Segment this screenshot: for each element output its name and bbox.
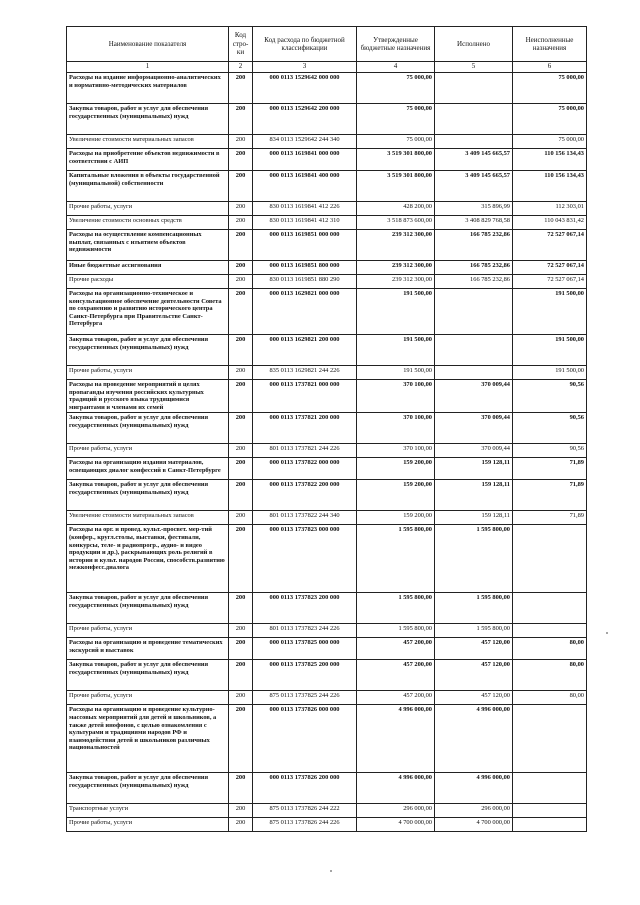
cell-kbk: 000 0113 1737822 200 000 bbox=[253, 480, 357, 511]
cell-name: Увеличение стоимости основных средств bbox=[67, 216, 229, 230]
cell-approved: 75 000,00 bbox=[357, 73, 435, 104]
cell-executed bbox=[435, 73, 513, 104]
table-row bbox=[67, 624, 587, 638]
table-row bbox=[67, 202, 587, 216]
cell-name: Закупка товаров, работ и услуг для обеспечения государственных (муниципальных) нужд bbox=[67, 413, 229, 444]
header-executed: Исполнено bbox=[435, 27, 513, 62]
cell-executed: 3 408 829 768,58 bbox=[435, 216, 513, 230]
table-row bbox=[67, 458, 587, 480]
cell-approved: 239 312 300,00 bbox=[357, 230, 435, 261]
cell-code: 200 bbox=[229, 149, 253, 171]
cell-code: 200 bbox=[229, 444, 253, 458]
cell-executed: 296 000,00 bbox=[435, 804, 513, 818]
cell-code: 200 bbox=[229, 773, 253, 804]
cell-unexecuted bbox=[513, 818, 587, 832]
cell-name: Увеличение стоимости материальных запасов bbox=[67, 511, 229, 525]
column-number: 2 bbox=[229, 62, 253, 73]
cell-name: Расходы на орг. и провед. культ.-просвет. мер-тий (конфер., кругл.столы, выставки, фестивали, конкурсы, теле- и радиопрогр., аудио- и видео продукции и др.), раскрывающих роль религий в истории и культ. народов России, способств.развитию межконфесс.диалога bbox=[67, 525, 229, 593]
cell-approved: 191 500,00 bbox=[357, 335, 435, 366]
cell-code: 200 bbox=[229, 73, 253, 104]
cell-approved: 239 312 300,00 bbox=[357, 261, 435, 275]
cell-executed: 370 009,44 bbox=[435, 444, 513, 458]
cell-unexecuted: 75 000,00 bbox=[513, 104, 587, 135]
cell-unexecuted: 90,56 bbox=[513, 444, 587, 458]
table-row bbox=[67, 73, 587, 104]
cell-executed: 1 595 800,00 bbox=[435, 624, 513, 638]
cell-executed: 3 409 145 665,57 bbox=[435, 171, 513, 202]
cell-executed: 457 120,00 bbox=[435, 691, 513, 705]
cell-name: Прочие работы, услуги bbox=[67, 366, 229, 380]
table-row bbox=[67, 275, 587, 289]
cell-kbk: 000 0113 1737825 200 000 bbox=[253, 660, 357, 691]
table-row bbox=[67, 230, 587, 261]
cell-unexecuted bbox=[513, 593, 587, 624]
table-row bbox=[67, 149, 587, 171]
cell-kbk: 000 0113 1619851 800 000 bbox=[253, 261, 357, 275]
cell-executed: 159 128,11 bbox=[435, 511, 513, 525]
cell-executed: 159 128,11 bbox=[435, 458, 513, 480]
cell-kbk: 830 0113 1619841 412 310 bbox=[253, 216, 357, 230]
cell-code: 200 bbox=[229, 261, 253, 275]
scan-speck bbox=[330, 870, 332, 872]
cell-unexecuted bbox=[513, 705, 587, 773]
cell-executed: 4 996 000,00 bbox=[435, 705, 513, 773]
cell-code: 200 bbox=[229, 818, 253, 832]
cell-approved: 457 200,00 bbox=[357, 638, 435, 660]
table-row bbox=[67, 773, 587, 804]
cell-approved: 370 100,00 bbox=[357, 380, 435, 413]
cell-executed: 315 896,99 bbox=[435, 202, 513, 216]
table-row bbox=[67, 171, 587, 202]
cell-approved: 428 200,00 bbox=[357, 202, 435, 216]
cell-name: Расходы на организацию и проведение культурно-массовых мероприятий для детей и школьников, а также детей инофонов, с целью ознакомления с культурами и традициями народов РФ и взаимодействия детей и школьников различных национальностей bbox=[67, 705, 229, 773]
cell-approved: 370 100,00 bbox=[357, 413, 435, 444]
cell-code: 200 bbox=[229, 525, 253, 593]
cell-code: 200 bbox=[229, 638, 253, 660]
cell-executed bbox=[435, 289, 513, 335]
cell-code: 200 bbox=[229, 511, 253, 525]
column-number-row bbox=[67, 62, 587, 73]
cell-approved: 191 500,00 bbox=[357, 289, 435, 335]
cell-name: Прочие работы, услуги bbox=[67, 624, 229, 638]
cell-executed: 370 009,44 bbox=[435, 413, 513, 444]
cell-executed bbox=[435, 335, 513, 366]
cell-unexecuted: 80,00 bbox=[513, 638, 587, 660]
cell-kbk: 834 0113 1529642 244 340 bbox=[253, 135, 357, 149]
cell-name: Закупка товаров, работ и услуг для обеспечения государственных (муниципальных) нужд bbox=[67, 593, 229, 624]
cell-unexecuted bbox=[513, 804, 587, 818]
table-row bbox=[67, 593, 587, 624]
cell-executed: 166 785 232,86 bbox=[435, 230, 513, 261]
document-page bbox=[66, 26, 586, 832]
cell-approved: 159 200,00 bbox=[357, 480, 435, 511]
cell-name: Увеличение стоимости материальных запасов bbox=[67, 135, 229, 149]
cell-name: Расходы на издание информационно-аналитических и нормативно-методических материалов bbox=[67, 73, 229, 104]
table-row bbox=[67, 135, 587, 149]
header-approved: Утвержденные бюджетные назначения bbox=[357, 27, 435, 62]
cell-name: Расходы на организацию издания материалов, освещающих диалог конфессий в Санкт-Петербурге bbox=[67, 458, 229, 480]
table-row bbox=[67, 413, 587, 444]
cell-executed: 4 700 000,00 bbox=[435, 818, 513, 832]
column-number: 6 bbox=[513, 62, 587, 73]
cell-unexecuted: 90,56 bbox=[513, 413, 587, 444]
cell-code: 200 bbox=[229, 171, 253, 202]
cell-kbk: 000 0113 1737822 000 000 bbox=[253, 458, 357, 480]
cell-unexecuted: 90,56 bbox=[513, 380, 587, 413]
cell-unexecuted bbox=[513, 773, 587, 804]
cell-kbk: 801 0113 1737821 244 226 bbox=[253, 444, 357, 458]
cell-name: Прочие работы, услуги bbox=[67, 691, 229, 705]
cell-kbk: 000 0113 1737826 000 000 bbox=[253, 705, 357, 773]
cell-code: 200 bbox=[229, 104, 253, 135]
cell-code: 200 bbox=[229, 480, 253, 511]
table-row bbox=[67, 511, 587, 525]
table-row bbox=[67, 818, 587, 832]
cell-kbk: 875 0113 1737825 244 226 bbox=[253, 691, 357, 705]
cell-kbk: 000 0113 1737821 000 000 bbox=[253, 380, 357, 413]
cell-approved: 457 200,00 bbox=[357, 660, 435, 691]
cell-name: Прочие работы, услуги bbox=[67, 444, 229, 458]
cell-executed: 4 996 000,00 bbox=[435, 773, 513, 804]
budget-execution-table bbox=[66, 26, 587, 832]
cell-kbk: 875 0113 1737826 244 226 bbox=[253, 818, 357, 832]
table-row bbox=[67, 366, 587, 380]
cell-name: Прочие работы, услуги bbox=[67, 202, 229, 216]
cell-executed bbox=[435, 104, 513, 135]
table-row bbox=[67, 444, 587, 458]
scan-speck bbox=[606, 632, 608, 634]
header-classification: Код расхода по бюджетной классификации bbox=[253, 27, 357, 62]
cell-kbk: 000 0113 1737825 000 000 bbox=[253, 638, 357, 660]
cell-unexecuted: 75 000,00 bbox=[513, 73, 587, 104]
table-row bbox=[67, 638, 587, 660]
cell-code: 200 bbox=[229, 289, 253, 335]
cell-unexecuted: 72 527 067,14 bbox=[513, 230, 587, 261]
cell-approved: 1 595 800,00 bbox=[357, 593, 435, 624]
cell-code: 200 bbox=[229, 660, 253, 691]
cell-code: 200 bbox=[229, 230, 253, 261]
table-row bbox=[67, 289, 587, 335]
column-number: 4 bbox=[357, 62, 435, 73]
table-row bbox=[67, 804, 587, 818]
table-row bbox=[67, 705, 587, 773]
cell-kbk: 000 0113 1629821 000 000 bbox=[253, 289, 357, 335]
cell-kbk: 000 0113 1737823 200 000 bbox=[253, 593, 357, 624]
cell-unexecuted: 80,00 bbox=[513, 660, 587, 691]
cell-approved: 159 200,00 bbox=[357, 458, 435, 480]
cell-kbk: 000 0113 1737823 000 000 bbox=[253, 525, 357, 593]
cell-unexecuted: 71,89 bbox=[513, 511, 587, 525]
cell-kbk: 830 0113 1619851 880 290 bbox=[253, 275, 357, 289]
header-unexecuted: Неисполненные назначения bbox=[513, 27, 587, 62]
cell-executed: 1 595 800,00 bbox=[435, 593, 513, 624]
cell-unexecuted: 191 500,00 bbox=[513, 335, 587, 366]
table-row bbox=[67, 691, 587, 705]
cell-code: 200 bbox=[229, 202, 253, 216]
cell-approved: 4 996 000,00 bbox=[357, 773, 435, 804]
cell-approved: 3 519 301 800,00 bbox=[357, 171, 435, 202]
cell-name: Иные бюджетные ассигнования bbox=[67, 261, 229, 275]
cell-approved: 1 595 800,00 bbox=[357, 525, 435, 593]
cell-unexecuted: 110 156 134,43 bbox=[513, 171, 587, 202]
cell-kbk: 000 0113 1629821 200 000 bbox=[253, 335, 357, 366]
cell-executed bbox=[435, 366, 513, 380]
cell-kbk: 000 0113 1619841 000 000 bbox=[253, 149, 357, 171]
cell-kbk: 000 0113 1737826 200 000 bbox=[253, 773, 357, 804]
cell-name: Прочие работы, услуги bbox=[67, 818, 229, 832]
cell-unexecuted: 71,89 bbox=[513, 458, 587, 480]
cell-executed bbox=[435, 135, 513, 149]
header-row bbox=[67, 27, 587, 62]
cell-unexecuted: 110 043 831,42 bbox=[513, 216, 587, 230]
cell-unexecuted: 191 500,00 bbox=[513, 289, 587, 335]
column-number: 1 bbox=[67, 62, 229, 73]
cell-approved: 370 100,00 bbox=[357, 444, 435, 458]
cell-name: Закупка товаров, работ и услуг для обеспечения государственных (муниципальных) нужд bbox=[67, 335, 229, 366]
table-row bbox=[67, 480, 587, 511]
cell-code: 200 bbox=[229, 413, 253, 444]
cell-name: Расходы на организацию и проведение тематических экскурсий и выставок bbox=[67, 638, 229, 660]
cell-executed: 166 785 232,86 bbox=[435, 275, 513, 289]
cell-name: Расходы на приобретение объектов недвижимости в соответствии с АИП bbox=[67, 149, 229, 171]
cell-code: 200 bbox=[229, 135, 253, 149]
table-row bbox=[67, 525, 587, 593]
cell-name: Закупка товаров, работ и услуг для обеспечения государственных (муниципальных) нужд bbox=[67, 660, 229, 691]
cell-approved: 3 519 301 800,00 bbox=[357, 149, 435, 171]
cell-approved: 4 700 000,00 bbox=[357, 818, 435, 832]
cell-kbk: 000 0113 1619841 400 000 bbox=[253, 171, 357, 202]
cell-kbk: 801 0113 1737823 244 226 bbox=[253, 624, 357, 638]
cell-name: Расходы на осуществление компенсационных выплат, связанных с изъятием объектов недвижимости bbox=[67, 230, 229, 261]
cell-kbk: 830 0113 1619841 412 226 bbox=[253, 202, 357, 216]
cell-name: Расходы на проведение мероприятий в целях пропаганды изучения российских культурных традиций и русского языка трудящимися мигрантами и членами их семей bbox=[67, 380, 229, 413]
cell-unexecuted: 75 000,00 bbox=[513, 135, 587, 149]
cell-code: 200 bbox=[229, 458, 253, 480]
cell-code: 200 bbox=[229, 366, 253, 380]
cell-name: Прочие расходы bbox=[67, 275, 229, 289]
column-number: 5 bbox=[435, 62, 513, 73]
cell-unexecuted: 112 303,01 bbox=[513, 202, 587, 216]
cell-approved: 239 312 300,00 bbox=[357, 275, 435, 289]
cell-executed: 457 120,00 bbox=[435, 660, 513, 691]
cell-code: 200 bbox=[229, 804, 253, 818]
cell-unexecuted: 80,00 bbox=[513, 691, 587, 705]
cell-unexecuted: 110 156 134,43 bbox=[513, 149, 587, 171]
cell-unexecuted: 71,89 bbox=[513, 480, 587, 511]
cell-approved: 1 595 800,00 bbox=[357, 624, 435, 638]
cell-kbk: 000 0113 1619851 000 000 bbox=[253, 230, 357, 261]
cell-unexecuted bbox=[513, 624, 587, 638]
header-code: Код стро-ки bbox=[229, 27, 253, 62]
cell-unexecuted: 191 500,00 bbox=[513, 366, 587, 380]
cell-executed: 370 009,44 bbox=[435, 380, 513, 413]
cell-name: Закупка товаров, работ и услуг для обеспечения государственных (муниципальных) нужд bbox=[67, 104, 229, 135]
cell-kbk: 000 0113 1529642 200 000 bbox=[253, 104, 357, 135]
table-row bbox=[67, 261, 587, 275]
cell-name: Капитальные вложения в объекты государственной (муниципальной) собственности bbox=[67, 171, 229, 202]
cell-executed: 1 595 800,00 bbox=[435, 525, 513, 593]
header-name: Наименование показателя bbox=[67, 27, 229, 62]
cell-kbk: 801 0113 1737822 244 340 bbox=[253, 511, 357, 525]
cell-code: 200 bbox=[229, 335, 253, 366]
table-row bbox=[67, 380, 587, 413]
cell-code: 200 bbox=[229, 705, 253, 773]
cell-approved: 191 500,00 bbox=[357, 366, 435, 380]
table-row bbox=[67, 104, 587, 135]
cell-unexecuted: 72 527 067,14 bbox=[513, 261, 587, 275]
cell-executed: 166 785 232,86 bbox=[435, 261, 513, 275]
cell-code: 200 bbox=[229, 691, 253, 705]
cell-name: Закупка товаров, работ и услуг для обеспечения государственных (муниципальных) нужд bbox=[67, 480, 229, 511]
cell-name: Транспортные услуги bbox=[67, 804, 229, 818]
cell-approved: 75 000,00 bbox=[357, 135, 435, 149]
cell-approved: 296 000,00 bbox=[357, 804, 435, 818]
cell-executed: 159 128,11 bbox=[435, 480, 513, 511]
cell-code: 200 bbox=[229, 624, 253, 638]
cell-code: 200 bbox=[229, 593, 253, 624]
cell-approved: 457 200,00 bbox=[357, 691, 435, 705]
cell-name: Закупка товаров, работ и услуг для обеспечения государственных (муниципальных) нужд bbox=[67, 773, 229, 804]
cell-kbk: 875 0113 1737826 244 222 bbox=[253, 804, 357, 818]
cell-approved: 3 518 873 600,00 bbox=[357, 216, 435, 230]
cell-code: 200 bbox=[229, 216, 253, 230]
table-body bbox=[67, 73, 587, 832]
cell-approved: 75 000,00 bbox=[357, 104, 435, 135]
cell-executed: 3 409 145 665,57 bbox=[435, 149, 513, 171]
table-row bbox=[67, 660, 587, 691]
cell-approved: 159 200,00 bbox=[357, 511, 435, 525]
cell-kbk: 000 0113 1529642 000 000 bbox=[253, 73, 357, 104]
table-row bbox=[67, 335, 587, 366]
cell-name: Расходы на организационно-техническое и консультационное обеспечение деятельности Совета по сохранению и развитию исторического центра Санкт-Петербурга при Правительстве Санкт-Петербурга bbox=[67, 289, 229, 335]
cell-executed: 457 120,00 bbox=[435, 638, 513, 660]
table-row bbox=[67, 216, 587, 230]
cell-unexecuted: 72 527 067,14 bbox=[513, 275, 587, 289]
cell-approved: 4 996 000,00 bbox=[357, 705, 435, 773]
cell-code: 200 bbox=[229, 275, 253, 289]
cell-kbk: 000 0113 1737821 200 000 bbox=[253, 413, 357, 444]
column-number: 3 bbox=[253, 62, 357, 73]
cell-kbk: 835 0113 1629821 244 226 bbox=[253, 366, 357, 380]
cell-code: 200 bbox=[229, 380, 253, 413]
cell-unexecuted bbox=[513, 525, 587, 593]
